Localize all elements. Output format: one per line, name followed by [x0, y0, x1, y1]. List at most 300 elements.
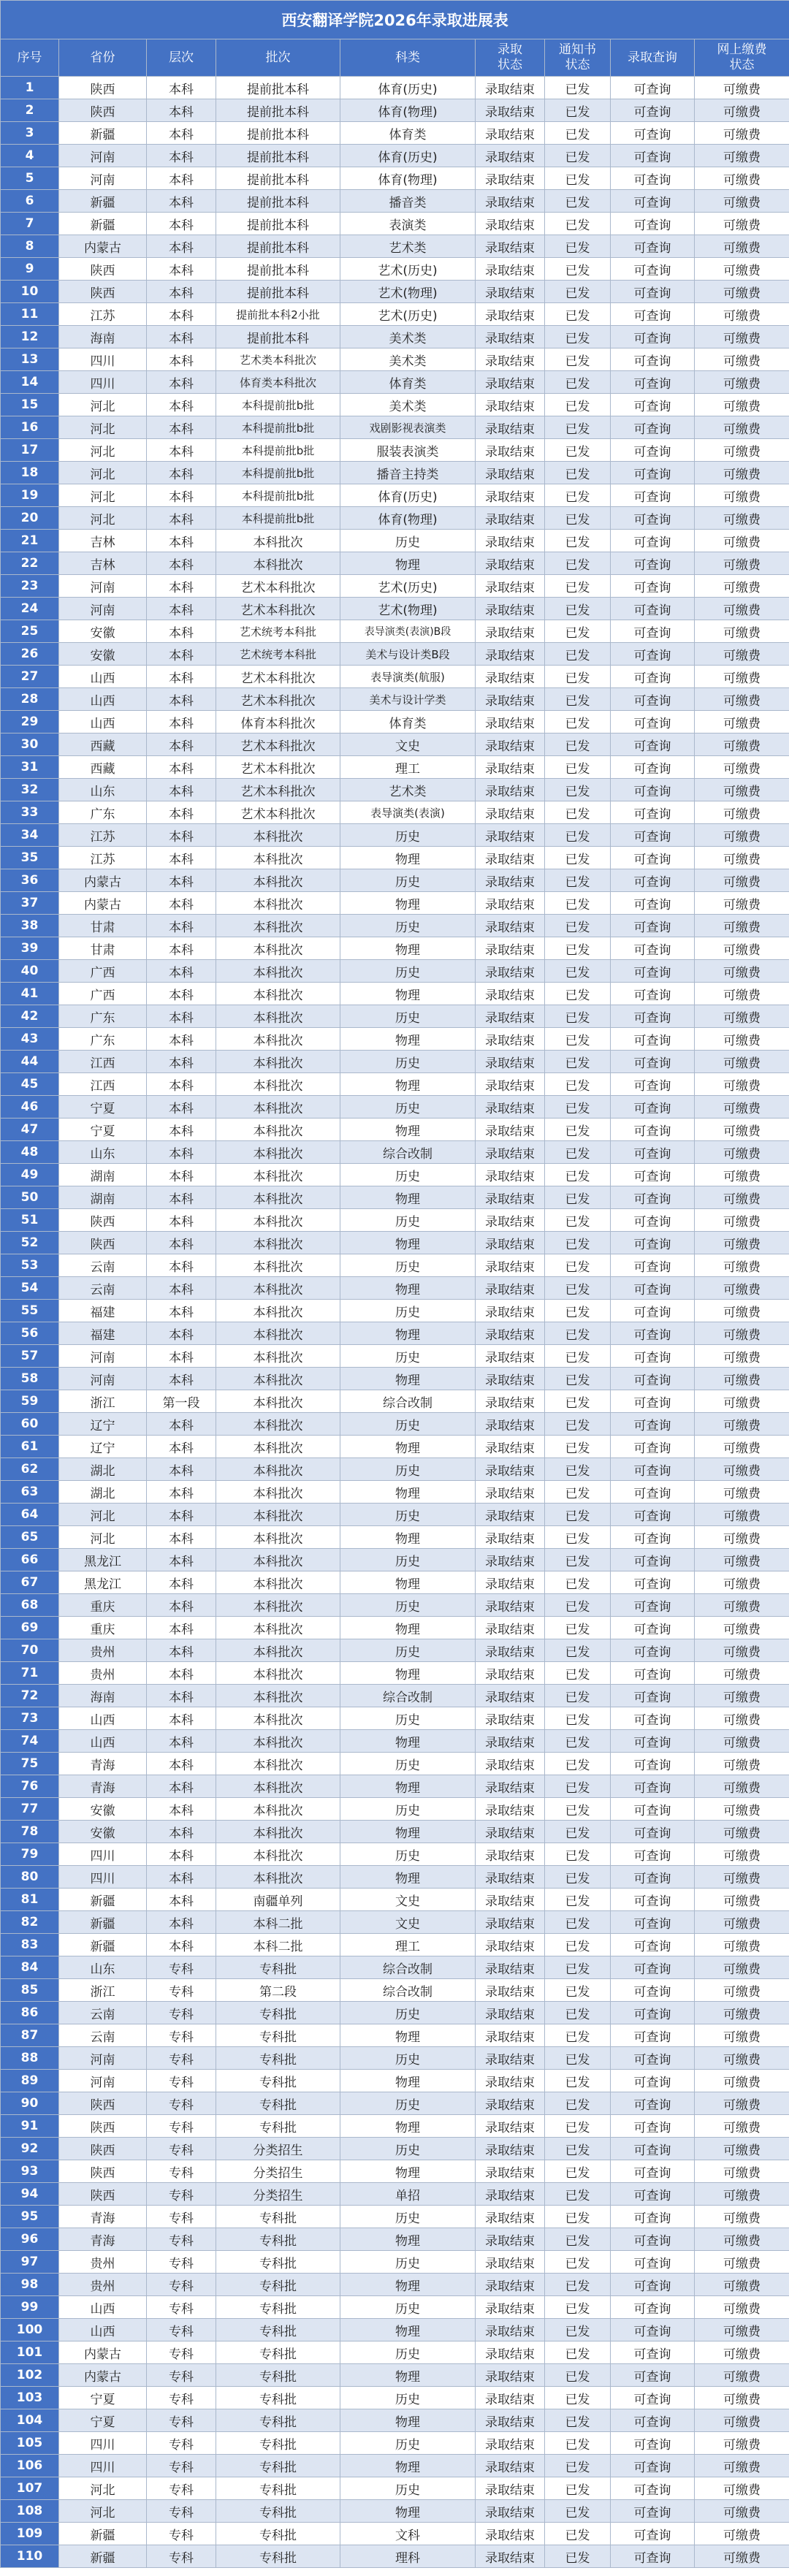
- col-category: 历史: [340, 2251, 476, 2274]
- col-batch: 本科批次: [216, 1368, 340, 1390]
- col-notice-status: 已发: [545, 507, 611, 530]
- col-admission-status: 录取结束: [476, 2500, 545, 2523]
- col-admission-status: 录取结束: [476, 303, 545, 326]
- col-level: 本科: [147, 394, 216, 416]
- col-province: 湖南: [59, 1164, 147, 1186]
- table-row: [1, 1368, 789, 1390]
- col-category: 历史: [340, 1096, 476, 1119]
- col-notice-status: 已发: [545, 1005, 611, 1028]
- col-payment-status: 可缴费: [695, 575, 789, 598]
- col-province: 新疆: [59, 2523, 147, 2545]
- col-admission-status: 录取结束: [476, 824, 545, 847]
- col-province: 河南: [59, 1368, 147, 1390]
- col-notice-status: 已发: [545, 99, 611, 122]
- col-level: 本科: [147, 145, 216, 167]
- col-notice-status: 已发: [545, 1707, 611, 1730]
- col-payment-status: 可缴费: [695, 1005, 789, 1028]
- col-admission-status: 录取结束: [476, 1889, 545, 1911]
- col-level: 本科: [147, 983, 216, 1005]
- col-payment-status: 可缴费: [695, 2115, 789, 2138]
- col-payment-status: 可缴费: [695, 824, 789, 847]
- col-level: 专科: [147, 2206, 216, 2228]
- col-admission-status: 录取结束: [476, 1413, 545, 1436]
- col-admission-status: 录取结束: [476, 530, 545, 552]
- table-row: [1, 2228, 789, 2251]
- col-index: 85: [1, 1979, 59, 2002]
- col-index: 6: [1, 190, 59, 213]
- col-index: 95: [1, 2206, 59, 2228]
- col-province: 福建: [59, 1300, 147, 1322]
- col-level: 专科: [147, 2024, 216, 2047]
- col-payment-status: 可缴费: [695, 348, 789, 371]
- col-index: 76: [1, 1775, 59, 1798]
- col-level: 本科: [147, 303, 216, 326]
- table-row: [1, 213, 789, 235]
- col-admission-status: 录取结束: [476, 122, 545, 145]
- table-row: [1, 484, 789, 507]
- col-batch: 本科批次: [216, 869, 340, 892]
- col-notice-status: 已发: [545, 2228, 611, 2251]
- col-admission-status: 录取结束: [476, 1164, 545, 1186]
- col-batch: 提前批本科: [216, 258, 340, 281]
- col-payment-status: 可缴费: [695, 1413, 789, 1436]
- col-payment-status: 可缴费: [695, 2228, 789, 2251]
- col-index: 64: [1, 1504, 59, 1526]
- col-province: 陕西: [59, 2160, 147, 2183]
- col-admission-status: 录取结束: [476, 1141, 545, 1164]
- col-admission-query: 可查询: [611, 1594, 695, 1617]
- col-index: 29: [1, 711, 59, 733]
- col-province: 内蒙古: [59, 235, 147, 258]
- col-notice-status: 已发: [545, 348, 611, 371]
- col-admission-status: 录取结束: [476, 598, 545, 620]
- col-category: 物理: [340, 2115, 476, 2138]
- col-admission-query: 可查询: [611, 847, 695, 869]
- col-index: 20: [1, 507, 59, 530]
- col-category: 综合改制: [340, 1141, 476, 1164]
- table-row: [1, 620, 789, 643]
- col-admission-query: 可查询: [611, 416, 695, 439]
- col-index: 21: [1, 530, 59, 552]
- col-batch: 专科批: [216, 2364, 340, 2387]
- col-province: 河南: [59, 1345, 147, 1368]
- col-payment-status: 可缴费: [695, 1390, 789, 1413]
- col-level: 本科: [147, 213, 216, 235]
- col-province: 山西: [59, 2319, 147, 2341]
- col-payment-status: 可缴费: [695, 2455, 789, 2477]
- table-row: [1, 598, 789, 620]
- col-admission-query: 可查询: [611, 1436, 695, 1458]
- col-payment-status: 可缴费: [695, 2070, 789, 2092]
- col-index: 26: [1, 643, 59, 666]
- col-province: 云南: [59, 2002, 147, 2024]
- table-row: [1, 122, 789, 145]
- col-category: 表导演类(表演): [340, 801, 476, 824]
- col-payment-status: 可缴费: [695, 756, 789, 779]
- col-level: 本科: [147, 1413, 216, 1436]
- col-category: 物理: [340, 847, 476, 869]
- col-payment-status: 可缴费: [695, 983, 789, 1005]
- col-batch: 提前批本科: [216, 190, 340, 213]
- col-province: 新疆: [59, 1911, 147, 1934]
- col-category: 艺术类: [340, 235, 476, 258]
- col-level: 本科: [147, 643, 216, 666]
- col-batch: 本科批次: [216, 1753, 340, 1775]
- col-admission-query: 可查询: [611, 756, 695, 779]
- table-row: [1, 960, 789, 983]
- table-row: [1, 937, 789, 960]
- col-notice-status: 已发: [545, 2115, 611, 2138]
- col-notice-status: 已发: [545, 598, 611, 620]
- col-category: 历史: [340, 2387, 476, 2409]
- col-level: 专科: [147, 2296, 216, 2319]
- col-notice-status: 已发: [545, 2432, 611, 2455]
- table-row: [1, 915, 789, 937]
- col-admission-query: 可查询: [611, 915, 695, 937]
- col-admission-status: 录取结束: [476, 756, 545, 779]
- col-payment-status: 可缴费: [695, 779, 789, 801]
- table-row: [1, 1504, 789, 1526]
- col-admission-query: 可查询: [611, 1368, 695, 1390]
- col-payment-status: 可缴费: [695, 1889, 789, 1911]
- table-row: [1, 779, 789, 801]
- col-admission-status: 录取结束: [476, 688, 545, 711]
- table-row: [1, 688, 789, 711]
- col-index: 13: [1, 348, 59, 371]
- col-admission-status: 录取结束: [476, 1911, 545, 1934]
- col-batch: 专科批: [216, 2228, 340, 2251]
- col-admission-query: 可查询: [611, 281, 695, 303]
- col-category-header: [340, 39, 476, 77]
- col-category: 单招: [340, 2183, 476, 2206]
- col-batch: 本科批次: [216, 1866, 340, 1889]
- col-payment-status: 可缴费: [695, 258, 789, 281]
- col-province: 陕西: [59, 77, 147, 99]
- table-row: [1, 439, 789, 462]
- col-category: 物理: [340, 2274, 476, 2296]
- col-level: 专科: [147, 2545, 216, 2568]
- col-admission-status: 录取结束: [476, 1368, 545, 1390]
- table-row: [1, 869, 789, 892]
- col-notice-status: 已发: [545, 688, 611, 711]
- col-category: 物理: [340, 1775, 476, 1798]
- col-province: 河南: [59, 2070, 147, 2092]
- col-batch: 本科批次: [216, 1209, 340, 1232]
- col-batch: 专科批: [216, 2274, 340, 2296]
- col-category: 历史: [340, 1413, 476, 1436]
- col-category: 物理: [340, 1277, 476, 1300]
- col-payment-status: 可缴费: [695, 145, 789, 167]
- col-notice-status: 已发: [545, 847, 611, 869]
- col-category: 历史: [340, 2138, 476, 2160]
- col-payment-status: 可缴费: [695, 2409, 789, 2432]
- col-notice-status: 已发: [545, 643, 611, 666]
- col-province: 浙江: [59, 1979, 147, 2002]
- table-row: [1, 1639, 789, 1662]
- col-notice-status: 已发: [545, 1345, 611, 1368]
- col-index: 30: [1, 733, 59, 756]
- col-admission-query: 可查询: [611, 983, 695, 1005]
- col-level: 专科: [147, 2432, 216, 2455]
- col-batch: 本科批次: [216, 1345, 340, 1368]
- col-payment-status: 可缴费: [695, 326, 789, 348]
- table-row: [1, 258, 789, 281]
- col-index: 25: [1, 620, 59, 643]
- col-admission-query: 可查询: [611, 348, 695, 371]
- col-batch: 专科批: [216, 2409, 340, 2432]
- col-batch: 艺术本科批次: [216, 575, 340, 598]
- table-row: [1, 1934, 789, 1956]
- table-row: [1, 1028, 789, 1051]
- col-category: 艺术(物理): [340, 281, 476, 303]
- col-payment-status: 可缴费: [695, 1821, 789, 1843]
- col-batch: 专科批: [216, 2047, 340, 2070]
- col-admission-query: 可查询: [611, 1254, 695, 1277]
- col-index: 23: [1, 575, 59, 598]
- col-level: 专科: [147, 1956, 216, 1979]
- col-payment-status: 可缴费: [695, 801, 789, 824]
- col-batch: 专科批: [216, 2251, 340, 2274]
- col-admission-status: 录取结束: [476, 552, 545, 575]
- col-payment-status: 可缴费: [695, 620, 789, 643]
- col-admission-query: 可查询: [611, 484, 695, 507]
- col-notice-status: 已发: [545, 733, 611, 756]
- col-admission-query: 可查询: [611, 2160, 695, 2183]
- col-index: 63: [1, 1481, 59, 1504]
- header-label: 省份: [90, 50, 115, 65]
- col-payment-status: 可缴费: [695, 1956, 789, 1979]
- col-category: 物理: [340, 552, 476, 575]
- col-category: 体育(物理): [340, 167, 476, 190]
- col-level: 专科: [147, 2319, 216, 2341]
- col-level: 本科: [147, 1345, 216, 1368]
- col-level: 本科: [147, 1254, 216, 1277]
- col-province: 山西: [59, 688, 147, 711]
- col-batch: 本科提前批b批: [216, 484, 340, 507]
- col-level: 本科: [147, 733, 216, 756]
- col-batch: 专科批: [216, 2024, 340, 2047]
- col-admission-status: 录取结束: [476, 258, 545, 281]
- col-admission-status: 录取结束: [476, 1526, 545, 1549]
- col-category: 物理: [340, 1028, 476, 1051]
- col-payment-status: 可缴费: [695, 1617, 789, 1639]
- col-notice-status: 已发: [545, 1617, 611, 1639]
- col-admission-query: 可查询: [611, 530, 695, 552]
- col-category: 戏剧影视表演类: [340, 416, 476, 439]
- col-notice-status: 已发: [545, 326, 611, 348]
- col-level: 专科: [147, 2228, 216, 2251]
- col-batch: 提前批本科: [216, 213, 340, 235]
- col-level: 本科: [147, 507, 216, 530]
- col-index: 108: [1, 2500, 59, 2523]
- col-admission-query: 可查询: [611, 1209, 695, 1232]
- col-province: 新疆: [59, 122, 147, 145]
- col-admission-query: 可查询: [611, 1164, 695, 1186]
- col-category: 体育类: [340, 711, 476, 733]
- col-batch: 本科批次: [216, 1141, 340, 1164]
- col-admission-status: 录取结束: [476, 1843, 545, 1866]
- table-row: [1, 756, 789, 779]
- col-notice-status: 已发: [545, 235, 611, 258]
- col-notice-status: 已发: [545, 1209, 611, 1232]
- col-index: 12: [1, 326, 59, 348]
- col-index: 58: [1, 1368, 59, 1390]
- col-province: 陕西: [59, 2115, 147, 2138]
- col-admission-query: 可查询: [611, 2545, 695, 2568]
- col-batch: 分类招生: [216, 2160, 340, 2183]
- col-notice-status: 已发: [545, 620, 611, 643]
- col-batch: 提前批本科: [216, 122, 340, 145]
- col-index: 35: [1, 847, 59, 869]
- col-category: 播音类: [340, 190, 476, 213]
- col-level: 本科: [147, 326, 216, 348]
- col-level: 专科: [147, 2070, 216, 2092]
- col-province: 河北: [59, 1504, 147, 1526]
- col-admission-query: 可查询: [611, 2455, 695, 2477]
- table-row: [1, 394, 789, 416]
- col-admission-query: 可查询: [611, 1798, 695, 1821]
- col-notice-status: 已发: [545, 303, 611, 326]
- col-admission-query: 可查询: [611, 394, 695, 416]
- table-row: [1, 1413, 789, 1436]
- col-admission-query: 可查询: [611, 711, 695, 733]
- col-level: 专科: [147, 2115, 216, 2138]
- col-payment-status: 可缴费: [695, 688, 789, 711]
- col-index: 69: [1, 1617, 59, 1639]
- col-index: 61: [1, 1436, 59, 1458]
- col-category: 物理: [340, 1368, 476, 1390]
- table-row: [1, 1821, 789, 1843]
- col-batch: 本科批次: [216, 1390, 340, 1413]
- col-payment-status: 可缴费: [695, 711, 789, 733]
- col-notice-status: 已发: [545, 2024, 611, 2047]
- header-label: 网上缴费: [717, 42, 767, 57]
- col-notice-status: 已发: [545, 2206, 611, 2228]
- col-payment-status: 可缴费: [695, 1866, 789, 1889]
- col-level: 本科: [147, 1911, 216, 1934]
- col-province: 甘肃: [59, 937, 147, 960]
- col-admission-query: 可查询: [611, 371, 695, 394]
- col-batch: 本科批次: [216, 1549, 340, 1571]
- col-level: 本科: [147, 801, 216, 824]
- col-notice-status: 已发: [545, 1300, 611, 1322]
- col-index: 80: [1, 1866, 59, 1889]
- col-admission-query: 可查询: [611, 2477, 695, 2500]
- col-index: 92: [1, 2138, 59, 2160]
- col-category: 历史: [340, 1209, 476, 1232]
- table-row: [1, 167, 789, 190]
- col-category: 综合改制: [340, 1390, 476, 1413]
- col-level: 本科: [147, 122, 216, 145]
- col-index: 74: [1, 1730, 59, 1753]
- col-payment-status: 可缴费: [695, 1141, 789, 1164]
- col-admission-status: 录取结束: [476, 666, 545, 688]
- col-admission-status: 录取结束: [476, 779, 545, 801]
- col-level: 本科: [147, 1481, 216, 1504]
- col-admission-status: 录取结束: [476, 2024, 545, 2047]
- col-admission-query: 可查询: [611, 937, 695, 960]
- table-row: [1, 1300, 789, 1322]
- col-notice-status: 已发: [545, 1322, 611, 1345]
- col-payment-status: 可缴费: [695, 507, 789, 530]
- col-admission-query: 可查询: [611, 326, 695, 348]
- col-notice-status: 已发: [545, 2364, 611, 2387]
- col-payment-status: 可缴费: [695, 1934, 789, 1956]
- col-level: 专科: [147, 2183, 216, 2206]
- table-row: [1, 1436, 789, 1458]
- col-payment-status: 可缴费: [695, 1481, 789, 1504]
- col-admission-query: 可查询: [611, 1481, 695, 1504]
- col-index: 107: [1, 2477, 59, 2500]
- col-admission-query: 可查询: [611, 1504, 695, 1526]
- col-category: 理科: [340, 2545, 476, 2568]
- col-category: 综合改制: [340, 1979, 476, 2002]
- col-province: 广东: [59, 1028, 147, 1051]
- col-category: 历史: [340, 960, 476, 983]
- col-admission-status: 录取结束: [476, 99, 545, 122]
- col-index: 75: [1, 1753, 59, 1775]
- col-payment-status: 可缴费: [695, 2183, 789, 2206]
- col-batch: 专科批: [216, 2341, 340, 2364]
- col-admission-query: 可查询: [611, 1345, 695, 1368]
- col-notice-status: 已发: [545, 1866, 611, 1889]
- col-batch: 本科批次: [216, 1051, 340, 1073]
- col-category: 体育(物理): [340, 507, 476, 530]
- col-admission-status: 录取结束: [476, 1186, 545, 1209]
- col-province-header: [59, 39, 147, 77]
- col-index: 14: [1, 371, 59, 394]
- col-notice-status: 已发: [545, 1390, 611, 1413]
- table-row: [1, 190, 789, 213]
- col-payment-status: 可缴费: [695, 2296, 789, 2319]
- table-row: [1, 371, 789, 394]
- col-admission-status: 录取结束: [476, 1458, 545, 1481]
- col-admission-status: 录取结束: [476, 77, 545, 99]
- col-index: 94: [1, 2183, 59, 2206]
- col-payment-status: 可缴费: [695, 2251, 789, 2274]
- col-admission-query: 可查询: [611, 1775, 695, 1798]
- col-batch: 提前批本科: [216, 281, 340, 303]
- col-payment-status: 可缴费: [695, 77, 789, 99]
- col-notice-status: 已发: [545, 462, 611, 484]
- col-admission-query: 可查询: [611, 99, 695, 122]
- col-admission-status: 录取结束: [476, 1436, 545, 1458]
- col-category: 历史: [340, 1458, 476, 1481]
- col-admission-status: 录取结束: [476, 1096, 545, 1119]
- col-category: 表导演类(航服): [340, 666, 476, 688]
- col-admission-status: 录取结束: [476, 1005, 545, 1028]
- col-notice-status: 已发: [545, 552, 611, 575]
- col-admission-status: 录取结束: [476, 2545, 545, 2568]
- col-category: 美术类: [340, 394, 476, 416]
- col-category: 历史: [340, 1549, 476, 1571]
- col-province: 贵州: [59, 2274, 147, 2296]
- col-category: 历史: [340, 1707, 476, 1730]
- col-notice-status: 已发: [545, 1730, 611, 1753]
- col-payment-status: 可缴费: [695, 1028, 789, 1051]
- table-row: [1, 2183, 789, 2206]
- col-payment-status: 可缴费: [695, 281, 789, 303]
- col-admission-status: 录取结束: [476, 1345, 545, 1368]
- col-admission-query: 可查询: [611, 960, 695, 983]
- table-row: [1, 2545, 789, 2568]
- col-level: 本科: [147, 711, 216, 733]
- col-category: 物理: [340, 2364, 476, 2387]
- col-admission-status: 录取结束: [476, 1300, 545, 1322]
- col-notice-status: 已发: [545, 213, 611, 235]
- col-admission-query: 可查询: [611, 1300, 695, 1322]
- col-admission-status: 录取结束: [476, 847, 545, 869]
